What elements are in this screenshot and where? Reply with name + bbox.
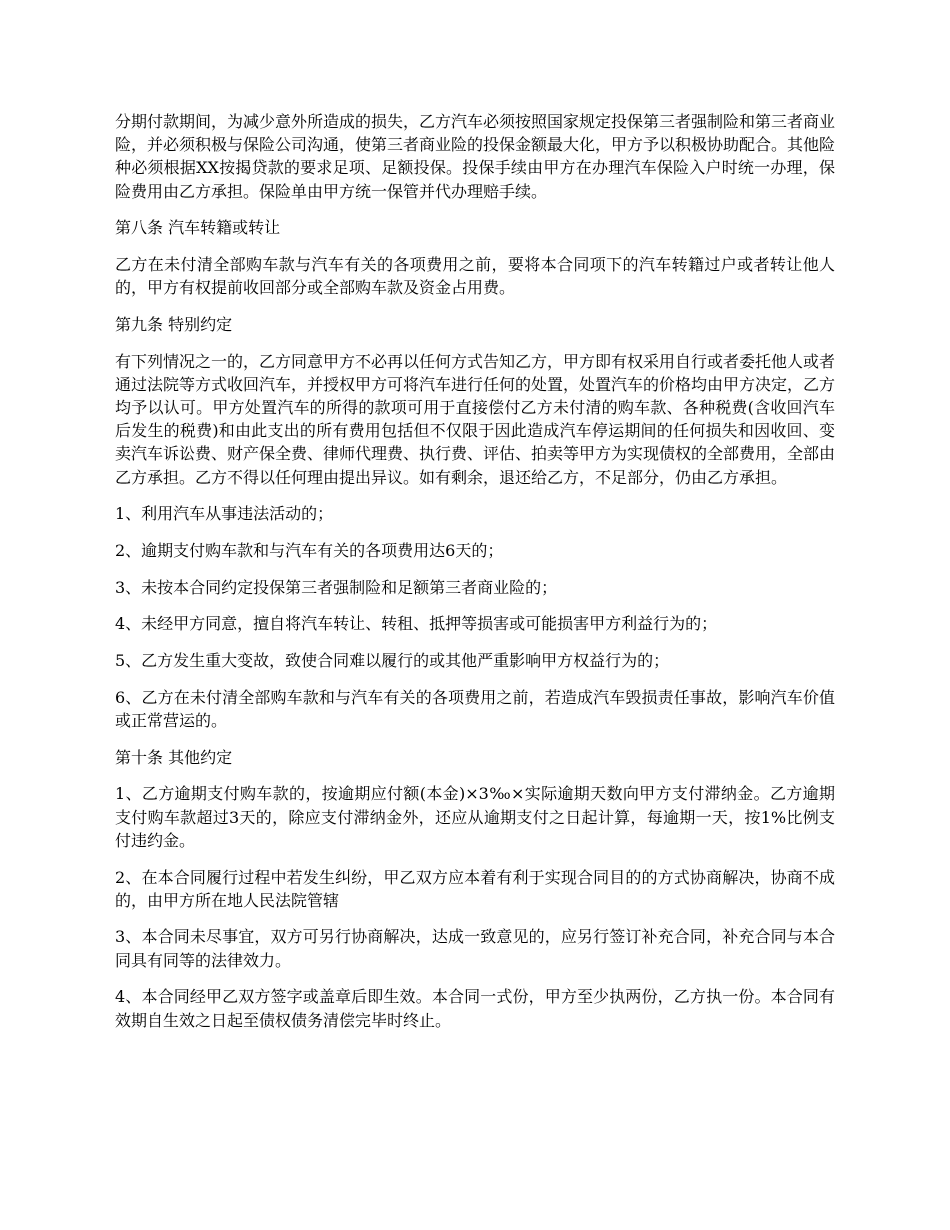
list-item-2: 2、逾期支付购车款和与汽车有关的各项费用达6天的； [115, 541, 504, 561]
list-item-1: 1、利用汽车从事违法活动的； [115, 504, 334, 524]
list-item-6: 6、乙方在未付清全部购车款和与汽车有关的各项费用之前，若造成汽车毁损责任事故，影响汽车价值或正常营运的。 [115, 687, 835, 731]
paragraph-transfer: 乙方在未付清全部购车款与汽车有关的各项费用之前，要将本合同项下的汽车转籍过户或者转让他人的，甲方有权提前收回部分或全部购车款及资金占用费。 [115, 255, 835, 298]
paragraph-special-terms: 有下列情况之一的，乙方同意甲方不必再以任何方式告知乙方，甲方即有权采用自行或者委托他人或者通过法院等方式收回汽车，并授权甲方可将汽车进行任何的处置，处置汽车的价格均由甲方决定，乙方均予以认可。甲方处置汽车的所得的款项可用于直接偿付乙方未付清的购车款、各种税费(含收回汽车后发生的税费)和由此支出的所有费用包括但不仅限于因此造成汽车停运期间的任何损失和因收回、变卖汽车诉讼费、财产保全费、律师代理费、执行费、评估、拍卖等甲方为实现债权的全部费用，全部由乙方承担。乙方不得以任何理由提出异议。如有剩余，退还给乙方，不足部分，仍由乙方承担。 [115, 351, 836, 487]
paragraph-insurance: 分期付款期间，为减少意外所造成的损失，乙方汽车必须按照国家规定投保第三者强制险和第三者商业险，并必须积极与保险公司沟通，使第三者商业险的投保金额最大化，甲方予以积极协助配合。其他险种必须根据XX按揭贷款的要求足项、足额投保。投保手续由甲方在办理汽车保险入户时统一办理，保险费用由乙方承担。保险单由甲方统一保管并代办理赔手续。 [115, 112, 836, 201]
list-item-5: 5、乙方发生重大变故，致使合同难以履行的或其他严重影响甲方权益行为的； [115, 651, 670, 671]
heading-article-8: 第八条 汽车转籍或转让 [115, 218, 281, 238]
other-terms-item-4: 4、本合同经甲乙双方签字或盖章后即生效。本合同一式份，甲方至少执两份，乙方执一份。本合同有效期自生效之日起至债权债务清偿完毕时终止。 [115, 987, 835, 1030]
heading-article-10: 第十条 其他约定 [115, 747, 233, 767]
other-terms-item-1: 1、乙方逾期支付购车款的，按逾期应付额(本金)×3‰×实际逾期天数向甲方支付滞纳金。乙方逾期支付购车款超过3天的，除应支付滞纳金外，还应从逾期支付之日起计算，每逾期一天，按1%比例支付违约金。 [115, 784, 835, 850]
heading-article-9: 第九条 特别约定 [115, 314, 233, 334]
document-page [115, 110, 835, 1045]
other-terms-item-2: 2、在本合同履行过程中若发生纠纷，甲乙双方应本着有利于实现合同目的的方式协商解决，协商不成的，由甲方所在地人民法院管辖 [115, 867, 835, 910]
other-terms-item-3: 3、本合同未尽事宜，双方可另行协商解决，达成一致意见的，应另行签订补充合同，补充合同与本合同具有同等的法律效力。 [115, 927, 835, 970]
list-item-3: 3、未按本合同约定投保第三者强制险和足额第三者商业险的； [115, 577, 558, 597]
list-item-4: 4、未经甲方同意，擅自将汽车转让、转租、抵押等损害或可能损害甲方利益行为的； [115, 614, 718, 634]
